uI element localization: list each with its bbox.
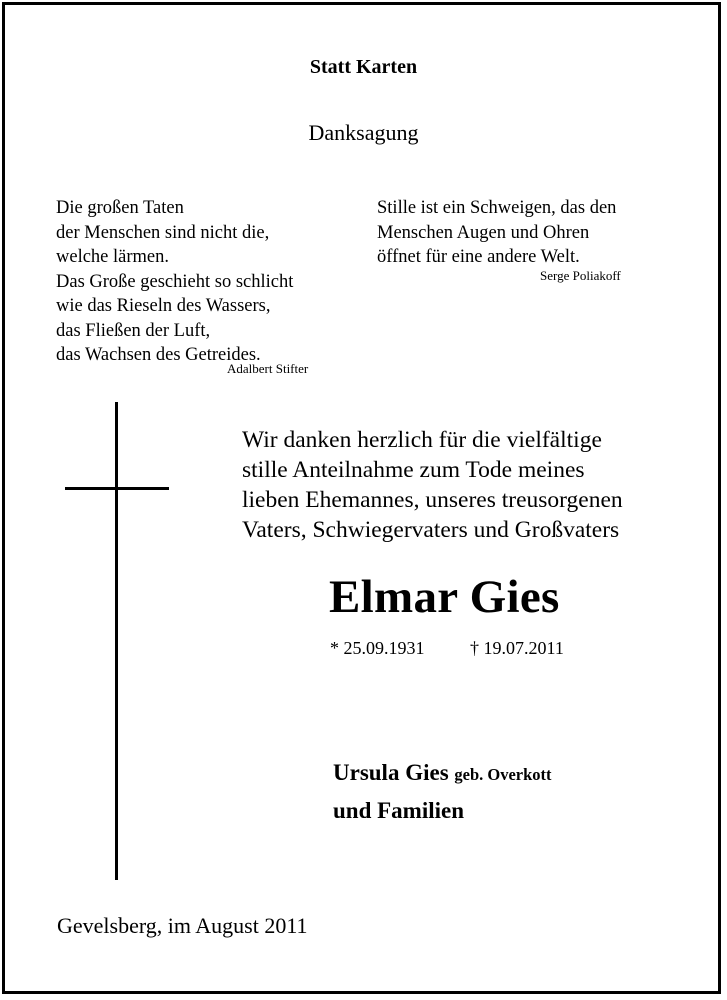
- header-subtitle: Danksagung: [308, 120, 419, 145]
- family-name: Ursula Gies: [333, 760, 449, 785]
- quote-left-line: Das Große geschieht so schlicht: [56, 271, 294, 292]
- thanks-line: Vaters, Schwiegervaters und Großvaters: [242, 517, 620, 543]
- thanks-line: stille Anteilnahme zum Tode meines: [242, 457, 585, 483]
- thanks-text: [242, 425, 623, 545]
- quote-right-line: Menschen Augen und Ohren: [377, 222, 590, 243]
- deceased-name: Elmar Gies: [329, 571, 560, 623]
- family-line: und Familien: [333, 798, 465, 823]
- birth-date: * 25.09.1931: [330, 638, 425, 658]
- quote-right-author: Serge Poliakoff: [540, 268, 621, 283]
- quote-left-line: das Wachsen des Getreides.: [56, 345, 261, 365]
- place-date: Gevelsberg, im August 2011: [57, 913, 308, 938]
- quote-left-line: der Menschen sind nicht die,: [56, 222, 270, 243]
- family-signature: [333, 760, 552, 786]
- quote-left-line: wie das Rieseln des Wassers,: [56, 296, 271, 316]
- quote-left-line: Die großen Taten: [56, 198, 184, 218]
- quote-left: [56, 196, 293, 368]
- header-title: Statt Karten: [309, 56, 418, 78]
- maiden-name: geb. Overkott: [454, 765, 552, 784]
- cross-icon: [115, 402, 118, 880]
- cross-icon-bar: [65, 487, 169, 490]
- quote-right-line: öffnet für eine andere Welt.: [377, 247, 580, 267]
- quote-left-line: das Fließen der Luft,: [56, 320, 211, 341]
- death-date: † 19.07.2011: [470, 638, 564, 658]
- quote-right: [377, 196, 616, 270]
- quote-right-line: Stille ist ein Schweigen, das den: [377, 198, 617, 218]
- quote-left-author: Adalbert Stifter: [227, 361, 309, 376]
- thanks-line: Wir danken herzlich für die vielfältige: [242, 427, 602, 453]
- quote-left-line: welche lärmen.: [56, 247, 169, 267]
- thanks-line: lieben Ehemannes, unseres treusorgenen: [242, 487, 623, 513]
